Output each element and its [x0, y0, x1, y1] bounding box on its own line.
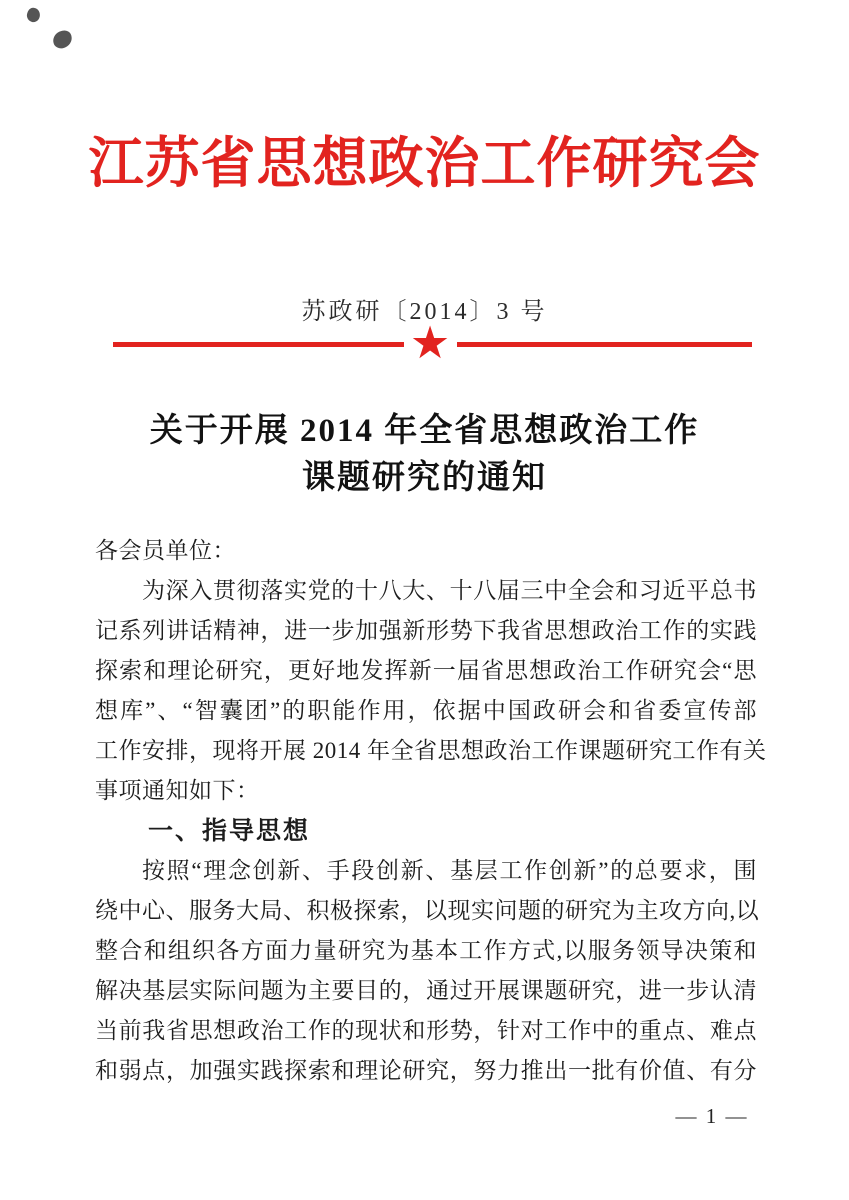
- salutation: 各会员单位：: [95, 538, 236, 563]
- star-icon: ★: [409, 316, 451, 369]
- body-line: 整合和组织各方面力量研究为基本工作方式,以服务领导决策和: [95, 938, 757, 963]
- doc-number: 苏政研〔2014〕3 号: [301, 299, 548, 325]
- document-title-line-1: 关于开展 2014 年全省思想政治工作: [149, 413, 700, 449]
- body-line: 探索和理论研究，更好地发挥新一届省思想政治工作研究会“思: [95, 658, 757, 683]
- document-title-line-2: 课题研究的通知: [302, 460, 547, 496]
- red-rule-left: [113, 342, 404, 347]
- body-line: 记系列讲话精神，进一步加强新形势下我省思想政治工作的实践: [95, 618, 757, 643]
- body-line: 工作安排，现将开展 2014 年全省思想政治工作课题研究工作有关: [95, 738, 767, 763]
- body-line: 和弱点，加强实践探索和理论研究，努力推出一批有价值、有分: [95, 1058, 757, 1083]
- masthead-title: 江苏省思想政治工作研究会: [88, 133, 761, 194]
- body-text: [95, 531, 767, 1091]
- body-line: 绕中心、服务大局、积极探索，以现实问题的研究为主攻方向,以: [95, 898, 760, 923]
- body-line: 想库”、“智囊团”的职能作用，依据中国政研会和省委宣传部: [95, 698, 757, 723]
- red-rule-right: [457, 342, 752, 347]
- body-line: 当前我省思想政治工作的现状和形势，针对工作中的重点、难点: [95, 1018, 757, 1043]
- section-heading: 一、指导思想: [148, 817, 311, 845]
- body-line: 事项通知如下：: [95, 778, 260, 803]
- ink-speck: [25, 6, 42, 24]
- body-line: 解决基层实际问题为主要目的，通过开展课题研究，进一步认清: [95, 978, 757, 1003]
- body-line: 为深入贯彻落实党的十八大、十八届三中全会和习近平总书: [142, 578, 757, 603]
- body-line: 按照“理念创新、手段创新、基层工作创新”的总要求，围: [142, 858, 757, 883]
- ink-speck: [51, 29, 74, 50]
- document-title: [0, 408, 849, 502]
- page-number: — 1 —: [675, 1104, 749, 1128]
